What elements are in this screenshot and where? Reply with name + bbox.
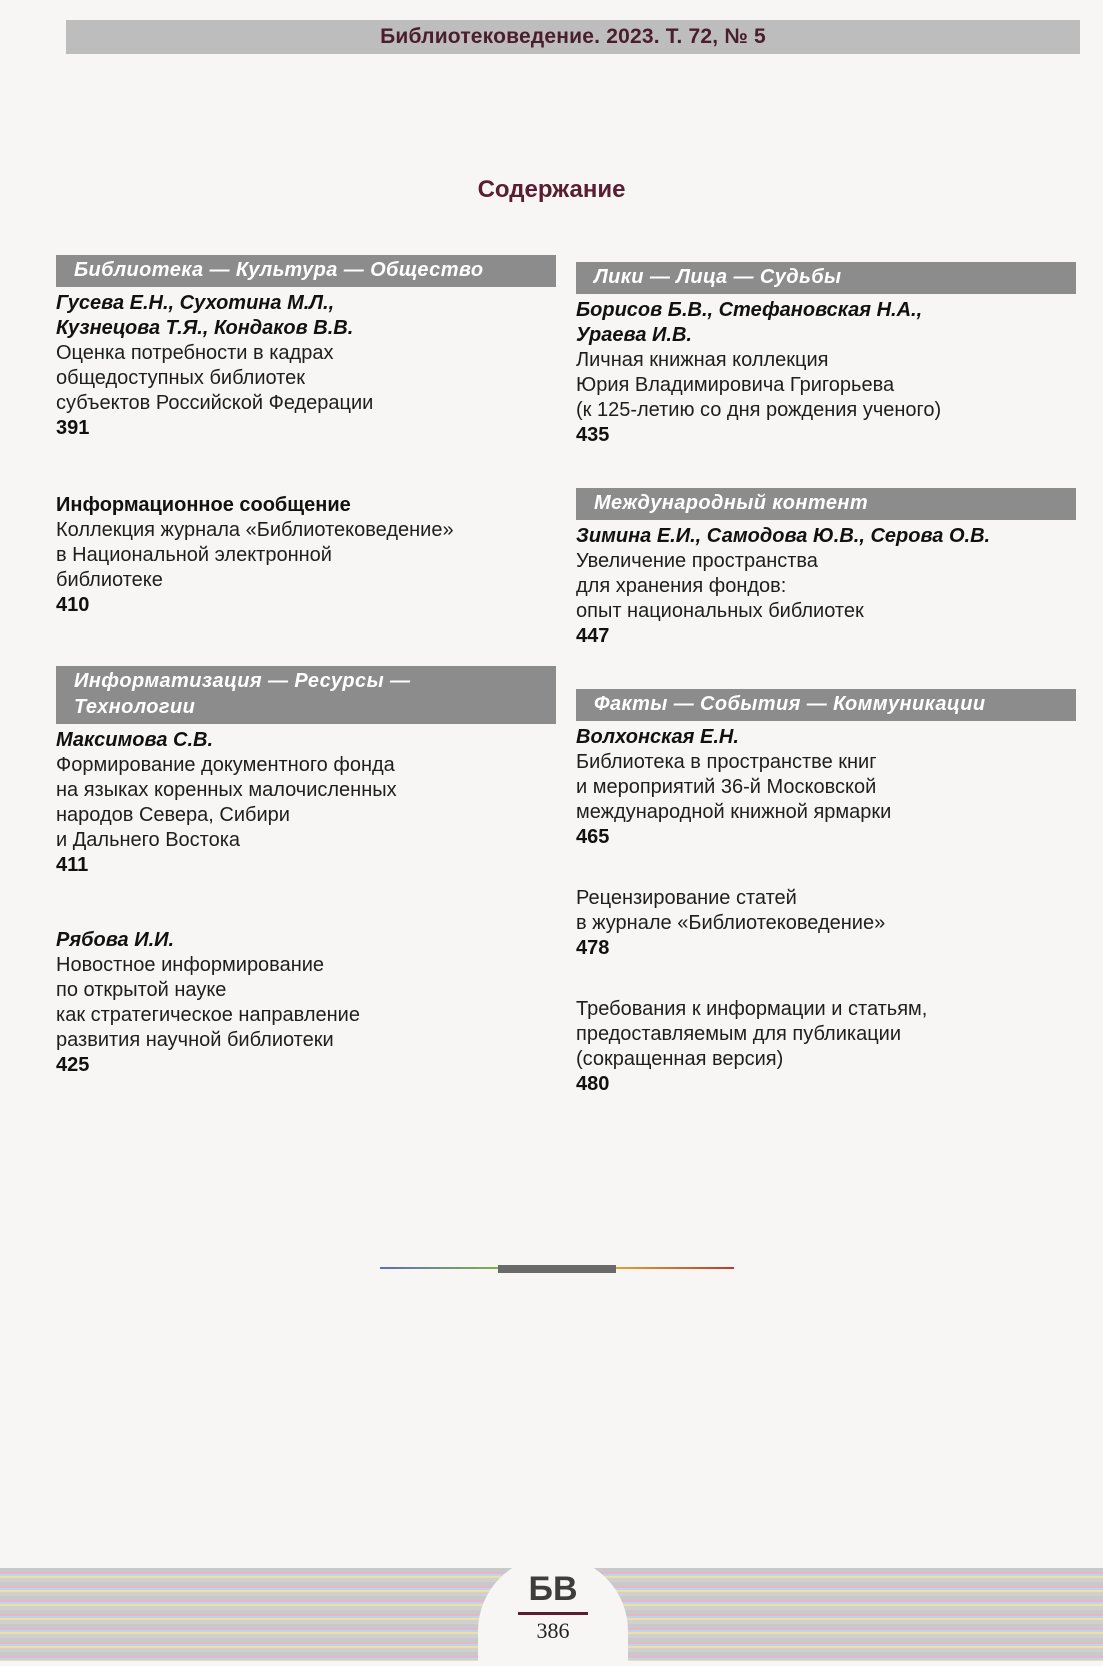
journal-citation: Библиотековедение. 2023. Т. 72, № 5 bbox=[380, 25, 766, 48]
section-header: Библиотека — Культура — Общество bbox=[56, 255, 556, 287]
entry-page: 465 bbox=[576, 826, 610, 848]
entry-title: Библиотека в пространстве книг bbox=[576, 751, 877, 773]
entry-heading: Информационное сообщение bbox=[56, 494, 351, 516]
entry-title: Рецензирование статей bbox=[576, 887, 797, 909]
toc-entry[interactable] bbox=[576, 997, 1076, 1097]
entry-title: на языках коренных малочисленных bbox=[56, 779, 397, 801]
toc-entry[interactable] bbox=[56, 493, 556, 618]
toc-entry[interactable] bbox=[576, 298, 1076, 448]
toc-title: Содержание bbox=[477, 176, 626, 203]
toc-entry[interactable] bbox=[576, 886, 1076, 961]
entry-title: предоставляемым для публикации bbox=[576, 1023, 901, 1045]
entry-title: Формирование документного фонда bbox=[56, 754, 395, 776]
entry-title: Требования к информации и статьям, bbox=[576, 998, 928, 1020]
entry-title: общедоступных библиотек bbox=[56, 367, 305, 389]
entry-page: 410 bbox=[56, 594, 90, 616]
entry-page: 411 bbox=[56, 854, 89, 876]
entry-title: в журнале «Библиотековедение» bbox=[576, 912, 886, 934]
entry-authors: Кузнецова Т.Я., Кондаков В.В. bbox=[56, 317, 354, 339]
entry-title: Новостное информирование bbox=[56, 954, 325, 976]
entry-authors: Гусева Е.Н., Сухотина М.Л., bbox=[56, 292, 335, 314]
entry-title: международной книжной ярмарки bbox=[576, 801, 892, 823]
toc-right-column bbox=[576, 262, 1076, 1097]
section-header-line: Информатизация — Ресурсы — bbox=[56, 666, 556, 695]
entry-title: (сокращенная версия) bbox=[576, 1048, 784, 1070]
entry-title: (к 125-летию со дня рождения ученого) bbox=[576, 399, 942, 421]
entry-authors: Рябова И.И. bbox=[56, 929, 175, 951]
page-number: 386 bbox=[536, 1618, 570, 1643]
entry-page: 435 bbox=[576, 424, 610, 446]
section-header-line: Технологии bbox=[56, 695, 556, 724]
entry-authors: Волхонская Е.Н. bbox=[576, 726, 739, 748]
entry-page: 447 bbox=[576, 625, 610, 647]
entry-page: 478 bbox=[576, 937, 610, 959]
entry-title: народов Севера, Сибири bbox=[56, 804, 290, 826]
entry-title: Юрия Владимировича Григорьева bbox=[576, 374, 895, 396]
toc-entry[interactable] bbox=[56, 928, 556, 1078]
entry-title: библиотеке bbox=[56, 569, 163, 591]
logo-underline bbox=[518, 1612, 588, 1615]
entry-title: развития научной библиотеки bbox=[56, 1029, 334, 1051]
entry-title: опыт национальных библиотек bbox=[576, 600, 864, 622]
toc-entry[interactable] bbox=[576, 524, 1076, 649]
entry-title: Увеличение пространства bbox=[576, 550, 818, 572]
entry-authors: Ураева И.В. bbox=[576, 324, 692, 346]
entry-title: Личная книжная коллекция bbox=[576, 349, 829, 371]
entry-title: субъектов Российской Федерации bbox=[56, 392, 374, 414]
entry-title: Оценка потребности в кадрах bbox=[56, 342, 334, 364]
entry-title: и мероприятий 36-й Московской bbox=[576, 776, 877, 798]
entry-authors: Максимова С.В. bbox=[56, 729, 214, 751]
toc-entry[interactable] bbox=[576, 725, 1076, 850]
divider-block bbox=[498, 1265, 616, 1273]
entry-title: в Национальной электронной bbox=[56, 544, 332, 566]
entry-title: как стратегическое направление bbox=[56, 1004, 360, 1026]
section-header bbox=[56, 666, 556, 724]
journal-logo: БВ bbox=[528, 1570, 578, 1608]
entry-title: Коллекция журнала «Библиотековедение» bbox=[56, 519, 454, 541]
section-header: Лики — Лица — Судьбы bbox=[576, 262, 1076, 294]
entry-page: 391 bbox=[56, 417, 90, 439]
entry-page: 425 bbox=[56, 1054, 90, 1076]
toc-left-column bbox=[56, 255, 556, 1078]
journal-header-bar bbox=[66, 20, 1080, 54]
toc-entry[interactable] bbox=[56, 728, 556, 878]
section-header: Факты — События — Коммуникации bbox=[576, 689, 1076, 721]
section-header: Международный контент bbox=[576, 488, 1076, 520]
entry-title: для хранения фондов: bbox=[576, 575, 787, 597]
entry-title: по открытой науке bbox=[56, 979, 227, 1001]
entry-page: 480 bbox=[576, 1073, 610, 1095]
entry-authors: Зимина Е.И., Самодова Ю.В., Серова О.В. bbox=[576, 525, 991, 547]
toc-entry[interactable] bbox=[56, 291, 556, 441]
decorative-divider bbox=[380, 1263, 734, 1275]
entry-title: и Дальнего Востока bbox=[56, 829, 241, 851]
entry-authors: Борисов Б.В., Стефановская Н.А., bbox=[576, 299, 923, 321]
